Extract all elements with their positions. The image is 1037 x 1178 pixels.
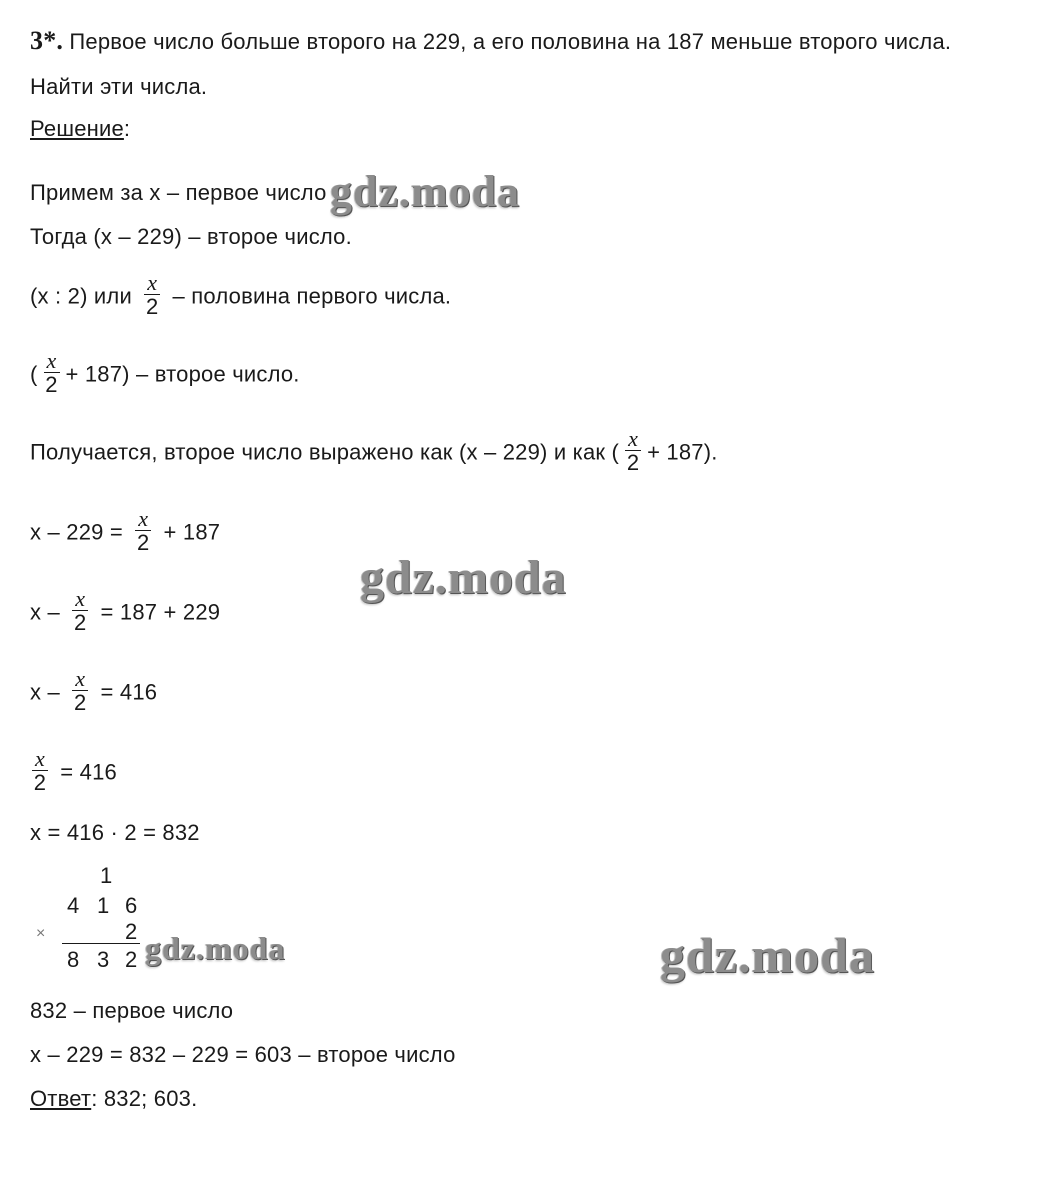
watermark: gdz.moda: [660, 927, 875, 983]
conclusion-first: 832 – первое число: [30, 998, 234, 1023]
fraction-x-over-2: [625, 428, 641, 475]
equation-1: [30, 506, 221, 557]
task-number: 3*.: [30, 26, 64, 55]
equation-5: х = 416 · 2 = 832: [30, 820, 200, 845]
fraction-numerator: x: [144, 272, 160, 295]
fraction-denominator: 2: [45, 372, 58, 397]
equation-2-right: = 187 + 229: [100, 599, 221, 625]
fraction-x-over-2: [44, 350, 60, 397]
step-5: [30, 426, 718, 477]
watermark: gdz.moda: [360, 551, 567, 604]
watermark: gdz.moda: [330, 167, 521, 216]
carry-digit: 1: [100, 863, 113, 888]
equation-3-left: х –: [30, 679, 60, 705]
multiplication-rule: [62, 943, 140, 944]
equation-2-left: х –: [30, 599, 60, 625]
step-3-pre: (х : 2) или: [30, 283, 132, 309]
fraction-numerator: x: [32, 748, 48, 771]
step-2: Тогда (х – 229) – второе число.: [30, 224, 352, 249]
multiplier-digit: 2: [125, 919, 138, 944]
product-digit: 3: [97, 947, 110, 972]
solution-label: Решение: [30, 116, 124, 141]
fraction-denominator: 2: [626, 450, 640, 475]
step-1: Примем за х – первое число: [30, 180, 327, 205]
equation-4: [26, 746, 117, 797]
fraction-numerator: x: [72, 588, 88, 611]
equation-1-right: + 187: [163, 519, 221, 545]
step-3-post: – половина первого числа.: [172, 283, 452, 309]
fraction-numerator: x: [72, 668, 88, 691]
task-text-1: Первое число больше второго на 229, а его половина на 187 меньше второго числа.: [69, 29, 952, 54]
equation-3-right: = 416: [100, 679, 158, 705]
answer-line: [30, 1086, 197, 1112]
multiplicand-digit: 6: [125, 893, 138, 918]
watermark: gdz.moda: [145, 930, 286, 966]
step-5-post: + 187).: [647, 439, 718, 465]
task-statement: [30, 28, 951, 55]
equation-4-right: = 416: [60, 759, 117, 785]
fraction-numerator: x: [135, 508, 151, 531]
multiplicand-digit: 1: [97, 893, 110, 918]
step-5-pre: Получается, второе число выражено как (х – 229) и как (: [30, 439, 620, 465]
equation-2: [30, 586, 221, 637]
equation-3: [30, 666, 158, 717]
fraction-x-over-2: [135, 508, 151, 555]
product-digit: 2: [125, 947, 138, 972]
fraction-denominator: 2: [74, 690, 87, 715]
solution-heading: [30, 116, 130, 142]
product-digit: 8: [67, 947, 80, 972]
fraction-x-over-2: [72, 668, 88, 715]
conclusion-second: х – 229 = 832 – 229 = 603 – второе число: [30, 1042, 456, 1067]
fraction-numerator: x: [625, 428, 641, 451]
step-4: [30, 348, 300, 399]
step-4-post: + 187) – второе число.: [65, 361, 300, 387]
answer-value: : 832; 603.: [91, 1086, 198, 1111]
fraction-x-over-2: [144, 272, 160, 319]
multiplicand-digit: 4: [67, 893, 80, 918]
multiply-sign: ×: [36, 925, 46, 942]
fraction-denominator: 2: [137, 530, 150, 555]
task-text-2: Найти эти числа.: [30, 74, 208, 99]
fraction-denominator: 2: [74, 610, 87, 635]
equation-1-left: х – 229 =: [30, 519, 123, 545]
fraction-denominator: 2: [33, 770, 47, 795]
solution-colon: :: [123, 116, 131, 141]
step-4-pre: (: [30, 361, 38, 387]
step-3: [30, 270, 452, 321]
fraction-x-over-2: [32, 748, 48, 795]
fraction-denominator: 2: [146, 294, 159, 319]
fraction-numerator: x: [44, 350, 60, 373]
answer-label: Ответ: [30, 1086, 92, 1111]
fraction-x-over-2: [72, 588, 88, 635]
